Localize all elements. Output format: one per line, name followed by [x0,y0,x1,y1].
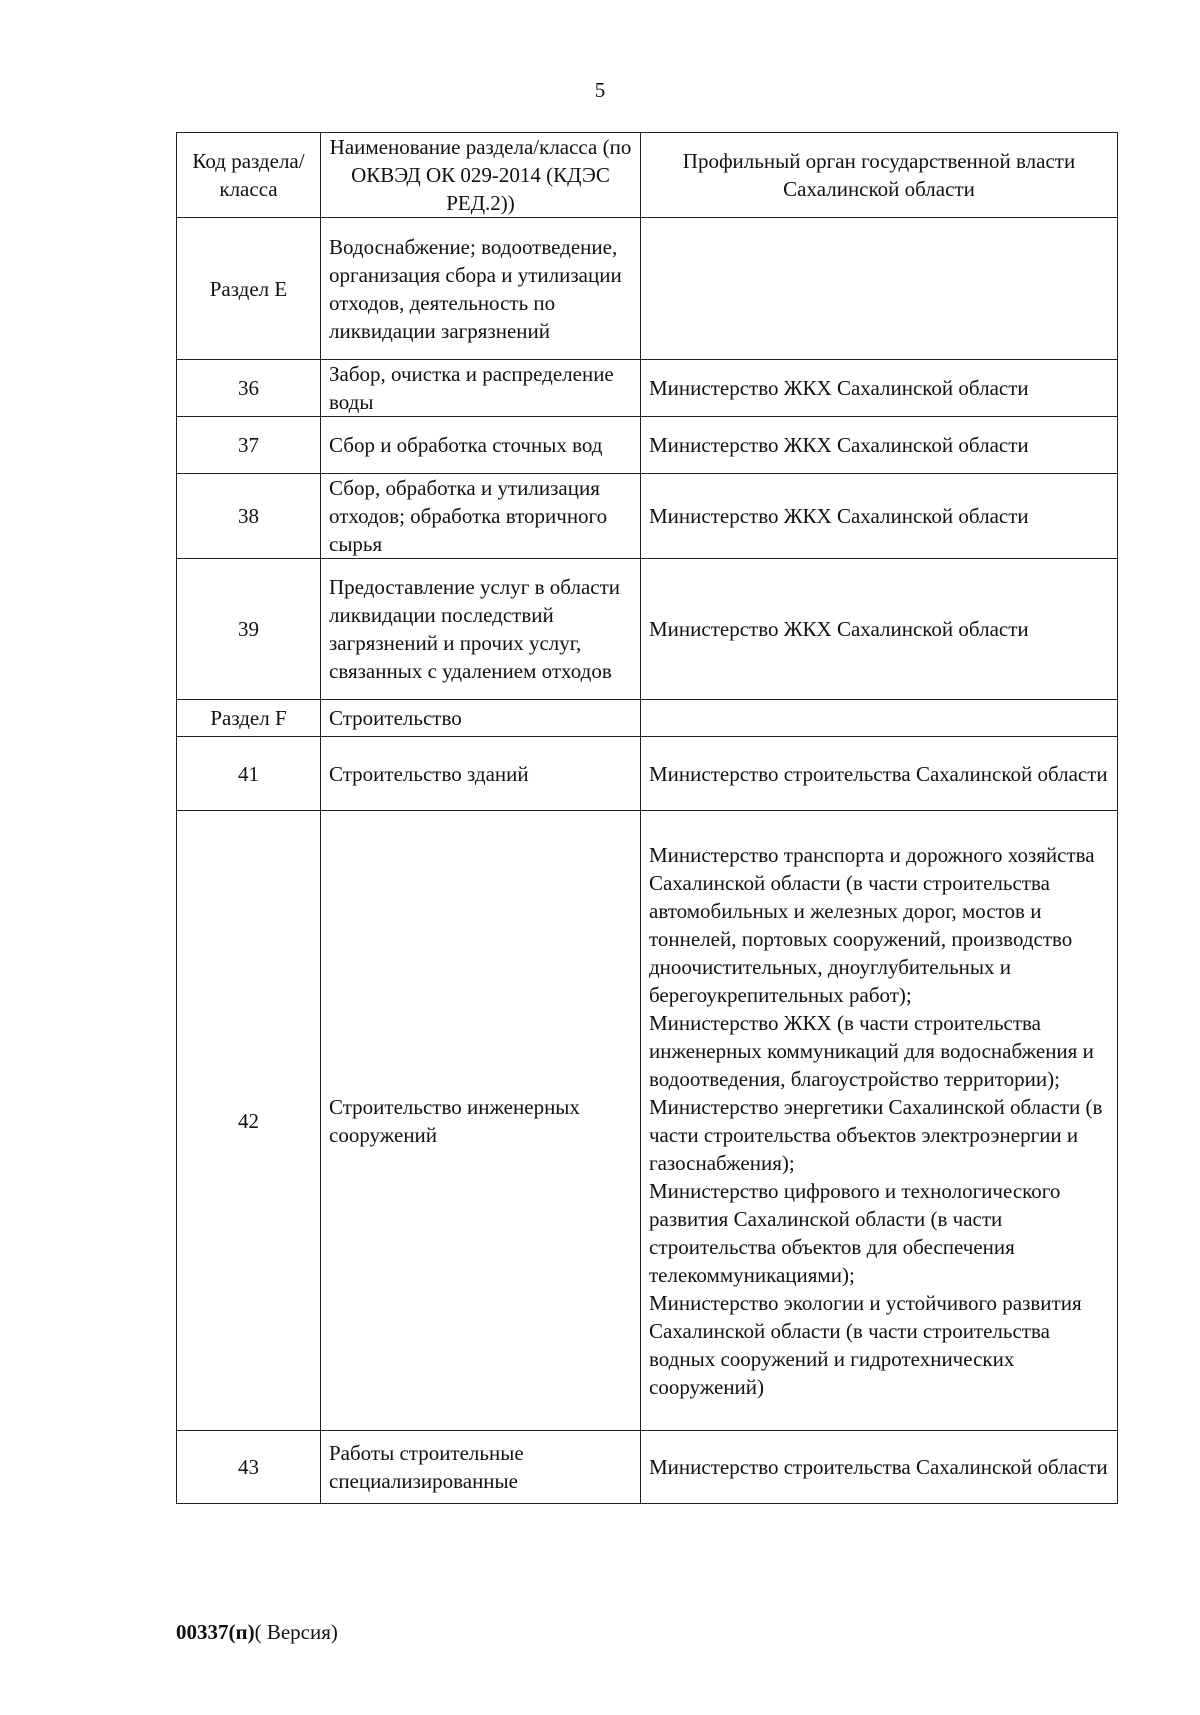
organ-item: Министерство экологии и устойчивого развития Сахалинской области (в части строительства водных сооружений и гидротехнических сооружений) [649,1290,1082,1399]
table-row-39 [177,559,1118,700]
row-organ [641,700,1118,737]
organ-item: Министерство энергетики Сахалинской области (в части строительства объектов электроэнергии и газоснабжения); [649,1094,1103,1175]
row-code: Раздел F [177,700,321,737]
row-name: Сбор и обработка сточных вод [321,417,641,474]
footer-version: ( Версия) [254,1620,338,1644]
footer-doc-code: 00337(п) [176,1620,255,1644]
table-row-36 [177,360,1118,417]
table-row-38 [177,474,1118,559]
row-code: 43 [177,1431,321,1504]
row-name: Строительство зданий [321,737,641,811]
row-organ: Министерство ЖКХ Сахалинской области [641,417,1118,474]
row-name: Водоснабжение; водоотведение, организация сбора и утилизации отходов, деятельность по ликвидации загрязнений [321,218,641,360]
table-row-37 [177,417,1118,474]
document-footer [176,1620,338,1645]
row-organ-list [641,811,1118,1431]
row-organ: Министерство строительства Сахалинской области [641,737,1118,811]
row-name: Строительство инженерных сооружений [321,811,641,1431]
header-name: Наименование раздела/класса (по ОКВЭД ОК 029-2014 (КДЭС РЕД.2)) [321,133,641,218]
row-name: Предоставление услуг в области ликвидации последствий загрязнений и прочих услуг, связанных с удалением отходов [321,559,641,700]
row-organ: Министерство ЖКХ Сахалинской области [641,360,1118,417]
organ-item: Министерство транспорта и дорожного хозяйства Сахалинской области (в части строительства автомобильных и железных дорог, мостов и тоннелей, портовых сооружений, производство дноочистительных, дноуглубительных и берегоукрепительных работ); [649,842,1095,1007]
row-code: 39 [177,559,321,700]
row-code: 42 [177,811,321,1431]
row-organ: Министерство ЖКХ Сахалинской области [641,559,1118,700]
organ-item: Министерство ЖКХ (в части строительства инженерных коммуникаций для водоснабжения и водоотведения, благоустройство территории); [649,1010,1094,1091]
header-code: Код раздела/ класса [177,133,321,218]
activity-table [176,132,1118,1504]
row-code: 36 [177,360,321,417]
organ-item: Министерство цифрового и технологического развития Сахалинской области (в части строительства объектов для обеспечения телекоммуникациями); [649,1178,1061,1287]
table-header-row [177,133,1118,218]
row-code: Раздел E [177,218,321,360]
table-row-42 [177,811,1118,1431]
row-organ: Министерство строительства Сахалинской области [641,1431,1118,1504]
row-organ [641,218,1118,360]
row-name: Забор, очистка и распределение воды [321,360,641,417]
row-name: Сбор, обработка и утилизация отходов; обработка вторичного сырья [321,474,641,559]
row-code: 41 [177,737,321,811]
page-number: 5 [594,78,606,102]
row-code: 38 [177,474,321,559]
row-name: Работы строительные специализированные [321,1431,641,1504]
table-row-43 [177,1431,1118,1504]
table-row-section-f [177,700,1118,737]
row-organ: Министерство ЖКХ Сахалинской области [641,474,1118,559]
row-code: 37 [177,417,321,474]
row-name: Строительство [321,700,641,737]
table-row-section-e [177,218,1118,360]
table-row-41 [177,737,1118,811]
header-organ: Профильный орган государственной власти Сахалинской области [641,133,1118,218]
